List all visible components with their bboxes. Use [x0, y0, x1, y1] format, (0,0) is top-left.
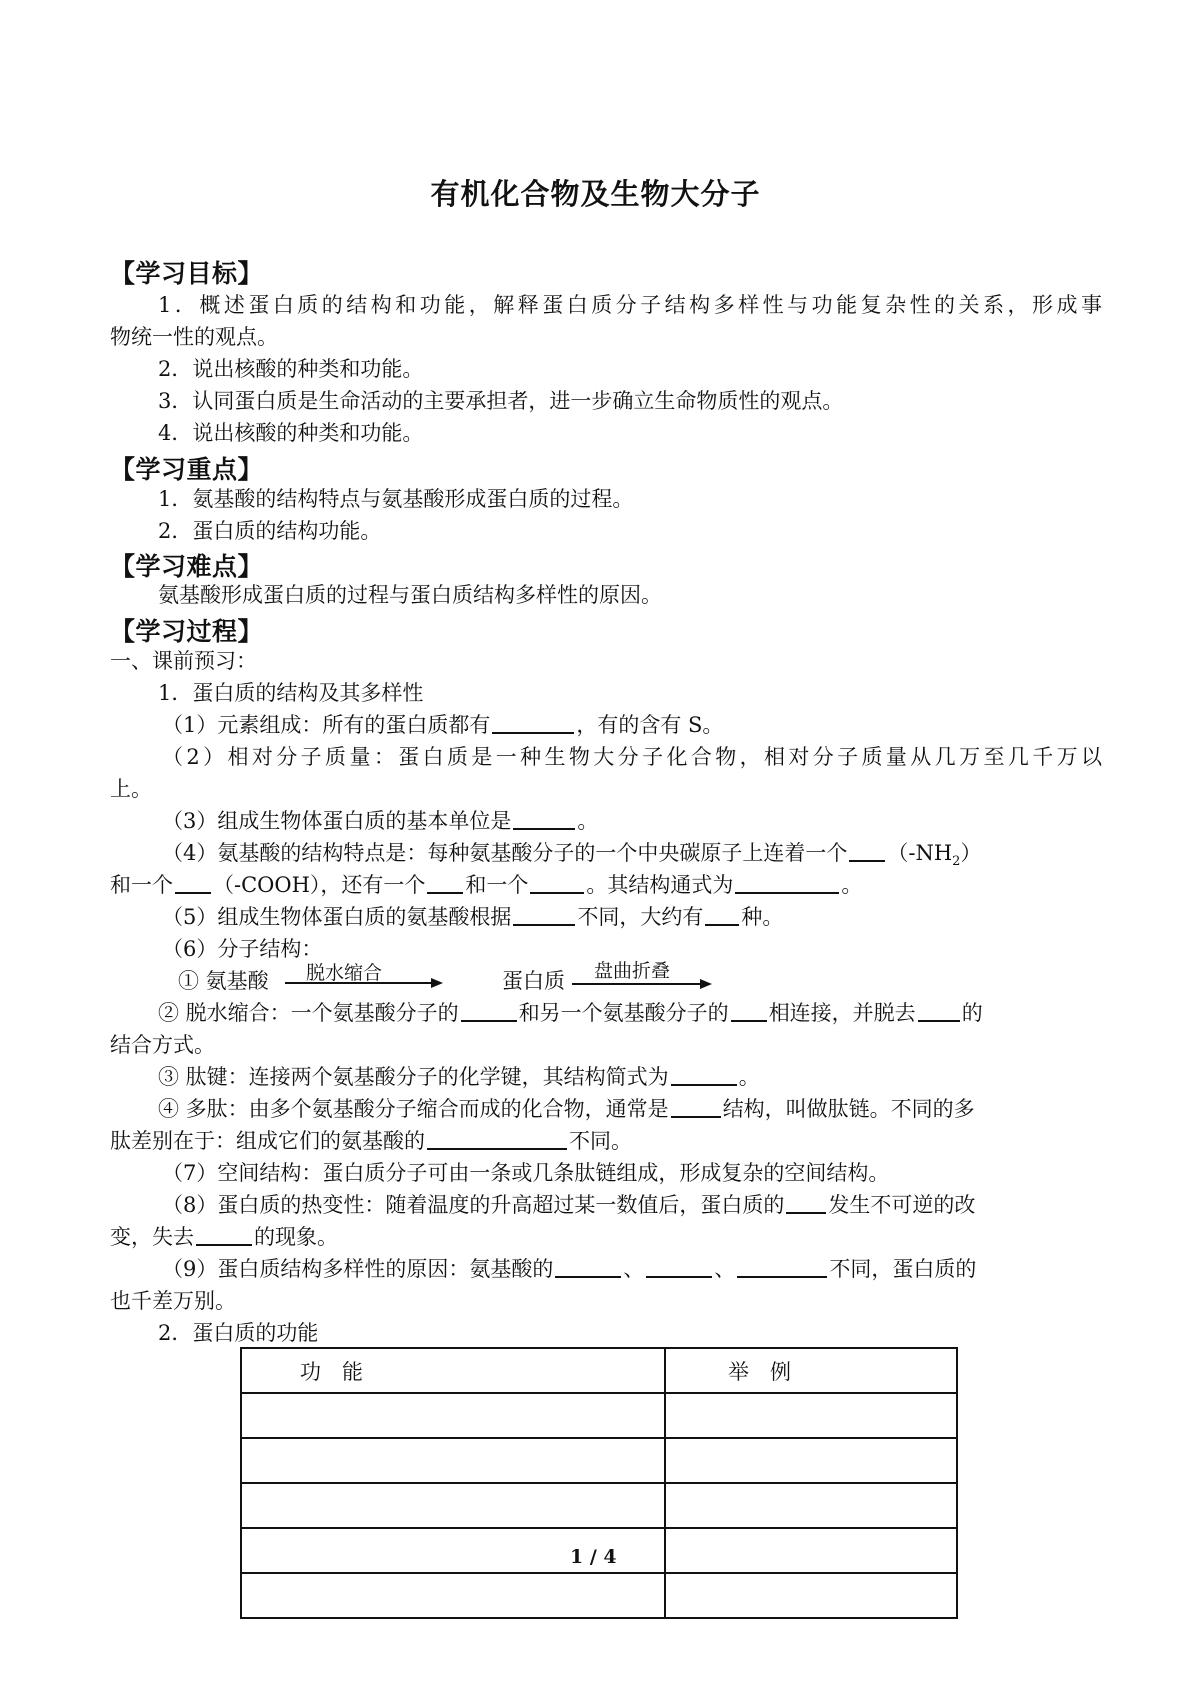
fill-blank[interactable]	[849, 838, 885, 862]
fill-blank[interactable]	[530, 870, 584, 894]
fill-blank[interactable]	[918, 998, 960, 1022]
table-cell[interactable]	[665, 1438, 957, 1483]
fill-blank[interactable]	[513, 806, 575, 830]
arrow-label-dehydration: 脱水缩合	[306, 962, 383, 984]
table-cell[interactable]	[241, 1573, 665, 1618]
section-title: 一、课前预习：	[110, 649, 257, 673]
item-3: （3）组成生物体蛋白质的基本单位是 。	[162, 806, 598, 836]
process-heading: 【学习过程】	[110, 617, 264, 646]
protein-function-table	[240, 1347, 958, 1619]
fill-blank[interactable]	[735, 870, 839, 894]
item-dehydration-cont: 结合方式。	[110, 1033, 215, 1057]
goal-item: 物统一性的观点。	[110, 325, 278, 349]
goal-item: 4．说出核酸的种类和功能。	[158, 421, 424, 445]
fill-blank[interactable]	[427, 870, 463, 894]
fill-blank[interactable]	[786, 1190, 826, 1214]
item-1: （1）元素组成：所有的蛋白质都有 ，有的含有 S。	[162, 710, 723, 740]
arrow-right-icon	[285, 976, 445, 990]
table-cell[interactable]	[665, 1483, 957, 1528]
fill-blank[interactable]	[427, 1126, 567, 1150]
table-header-row	[241, 1348, 957, 1393]
arrow-label-folding: 盘曲折叠	[594, 960, 671, 982]
page-number: 1 / 4	[570, 1546, 617, 1568]
item-peptide-bond: ③ 肽键：连接两个氨基酸分子的化学键，其结构简式为 。	[158, 1062, 760, 1092]
fill-blank[interactable]	[705, 902, 739, 926]
table-cell[interactable]	[241, 1438, 665, 1483]
fill-blank[interactable]	[737, 1254, 827, 1278]
goal-item: 3．认同蛋白质是生命活动的主要承担者，进一步确立生命物质性的观点。	[158, 389, 844, 413]
fill-blank[interactable]	[492, 710, 574, 734]
item-2-cont: 上。	[110, 777, 152, 801]
arrow-right-icon	[572, 977, 714, 991]
item-polypeptide: ④ 多肽：由多个氨基酸分子缩合而成的化合物，通常是 结构，叫做肽链。不同的多	[158, 1094, 975, 1124]
fill-blank[interactable]	[731, 998, 767, 1022]
table-cell[interactable]	[665, 1573, 957, 1618]
table-row	[241, 1393, 957, 1438]
table-row	[241, 1483, 957, 1528]
flow-amino-acid: ① 氨基酸	[178, 969, 269, 993]
table-row	[241, 1438, 957, 1483]
item-8-cont: 变，失去 的现象。	[110, 1222, 338, 1252]
table-cell[interactable]	[665, 1393, 957, 1438]
table-header-function: 功 能	[241, 1348, 665, 1393]
page-title: 有机化合物及生物大分子	[430, 177, 761, 211]
fill-blank[interactable]	[175, 870, 211, 894]
item-7: （7）空间结构：蛋白质分子可由一条或几条肽链组成，形成复杂的空间结构。	[162, 1161, 890, 1185]
item-9: （9）蛋白质结构多样性的原因：氨基酸的 、 、 不同，蛋白质的	[162, 1254, 976, 1284]
key-point-item: 2．蛋白质的结构功能。	[158, 519, 382, 543]
fill-blank[interactable]	[196, 1222, 252, 1246]
item-4-cont: 和一个 （-COOH），还有一个 和一个 。其结构通式为 。	[110, 870, 862, 900]
item-4: （4）氨基酸的结构特点是：每种氨基酸分子的一个中央碳原子上连着一个 $(-NH_2)$	[162, 838, 981, 877]
fill-blank[interactable]	[646, 1254, 712, 1278]
goal-item: 1．概述蛋白质的结构和功能，解释蛋白质分子结构多样性与功能复杂性的关系，形成事	[158, 293, 1102, 317]
difficulties-text: 氨基酸形成蛋白质的过程与蛋白质结构多样性的原因。	[158, 583, 662, 607]
fill-blank[interactable]	[513, 902, 575, 926]
table-cell[interactable]	[241, 1393, 665, 1438]
key-points-heading: 【学习重点】	[110, 455, 264, 484]
table-cell[interactable]	[241, 1483, 665, 1528]
subsection-title: 2．蛋白质的功能	[158, 1321, 319, 1345]
fill-blank[interactable]	[671, 1094, 721, 1118]
difficulties-heading: 【学习难点】	[110, 552, 264, 581]
fill-blank[interactable]	[461, 998, 517, 1022]
item-6: （6）分子结构：	[162, 937, 323, 961]
goal-item: 2．说出核酸的种类和功能。	[158, 357, 424, 381]
key-point-item: 1．氨基酸的结构特点与氨基酸形成蛋白质的过程。	[158, 487, 634, 511]
table-cell[interactable]	[665, 1528, 957, 1573]
flow-protein: 蛋白质	[502, 969, 565, 993]
item-dehydration: ② 脱水缩合：一个氨基酸分子的 和另一个氨基酸分子的 相连接，并脱去 的	[158, 998, 983, 1028]
subsection-title: 1．蛋白质的结构及其多样性	[158, 681, 424, 705]
table-header-example: 举 例	[665, 1348, 957, 1393]
fill-blank[interactable]	[555, 1254, 621, 1278]
table-row	[241, 1573, 957, 1618]
item-5: （5）组成生物体蛋白质的氨基酸根据 不同，大约有 种。	[162, 902, 783, 932]
item-polypeptide-cont: 肽差别在于：组成它们的氨基酸的 不同。	[110, 1126, 632, 1156]
item-2: （2）相对分子质量：蛋白质是一种生物大分子化合物，相对分子质量从几万至几千万以	[162, 745, 1102, 769]
item-8: （8）蛋白质的热变性：随着温度的升高超过某一数值后，蛋白质的 发生不可逆的改	[162, 1190, 975, 1220]
fill-blank[interactable]	[671, 1062, 737, 1086]
item-9-cont: 也千差万别。	[110, 1289, 236, 1313]
goals-heading: 【学习目标】	[110, 259, 264, 288]
